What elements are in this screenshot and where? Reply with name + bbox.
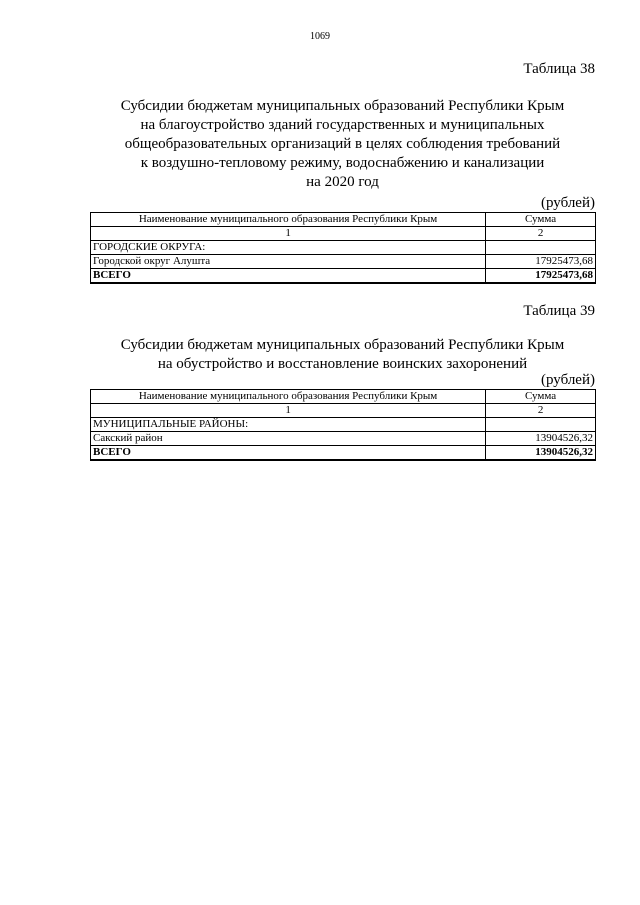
title-line: на обустройство и восстановление воинских захоронений (157, 356, 528, 372)
table-row (91, 432, 596, 446)
header-name: Наименование муниципального образования Республики Крым (91, 390, 486, 404)
group-label: ГОРОДСКИЕ ОКРУГА: (91, 241, 486, 255)
group-sum (486, 418, 596, 432)
table-39-unit: (рублей) (540, 372, 595, 388)
header-name: Наименование муниципального образования Республики Крым (91, 213, 486, 227)
row-name: Сакский район (91, 432, 486, 446)
title-line: общеобразовательных организаций в целях соблюдения требований (124, 136, 561, 152)
table-row (91, 255, 596, 269)
table-38-unit: (рублей) (540, 195, 595, 211)
total-row (91, 446, 596, 461)
total-sum: 13904526,32 (486, 446, 596, 461)
table-38-label: Таблица 38 (523, 61, 595, 77)
header-row (91, 390, 596, 404)
column-number: 2 (486, 404, 596, 418)
column-number: 1 (91, 404, 486, 418)
group-sum (486, 241, 596, 255)
title-line: на 2020 год (306, 174, 379, 190)
table-39 (90, 389, 596, 461)
total-sum: 17925473,68 (486, 269, 596, 284)
total-row (91, 269, 596, 284)
header-row (91, 213, 596, 227)
table-39-title (90, 336, 595, 374)
title-line: к воздушно-тепловому режиму, водоснабжению и канализации (140, 155, 545, 171)
header-sum: Сумма (486, 213, 596, 227)
table-38-title (90, 97, 595, 192)
header-sum: Сумма (486, 390, 596, 404)
row-sum: 13904526,32 (486, 432, 596, 446)
page-number: 1069 (310, 31, 330, 42)
table-38 (90, 212, 596, 284)
group-row (91, 418, 596, 432)
total-label: ВСЕГО (91, 446, 486, 461)
row-name: Городской округ Алушта (91, 255, 486, 269)
column-number: 1 (91, 227, 486, 241)
total-label: ВСЕГО (91, 269, 486, 284)
table-39-label: Таблица 39 (523, 303, 595, 319)
group-row (91, 241, 596, 255)
title-line: Субсидии бюджетам муниципальных образований Республики Крым (120, 98, 565, 114)
group-label: МУНИЦИПАЛЬНЫЕ РАЙОНЫ: (91, 418, 486, 432)
column-number: 2 (486, 227, 596, 241)
title-line: на благоустройство зданий государственных и муниципальных (140, 117, 545, 133)
row-sum: 17925473,68 (486, 255, 596, 269)
column-number-row (91, 227, 596, 241)
column-number-row (91, 404, 596, 418)
title-line: Субсидии бюджетам муниципальных образований Республики Крым (120, 337, 565, 353)
